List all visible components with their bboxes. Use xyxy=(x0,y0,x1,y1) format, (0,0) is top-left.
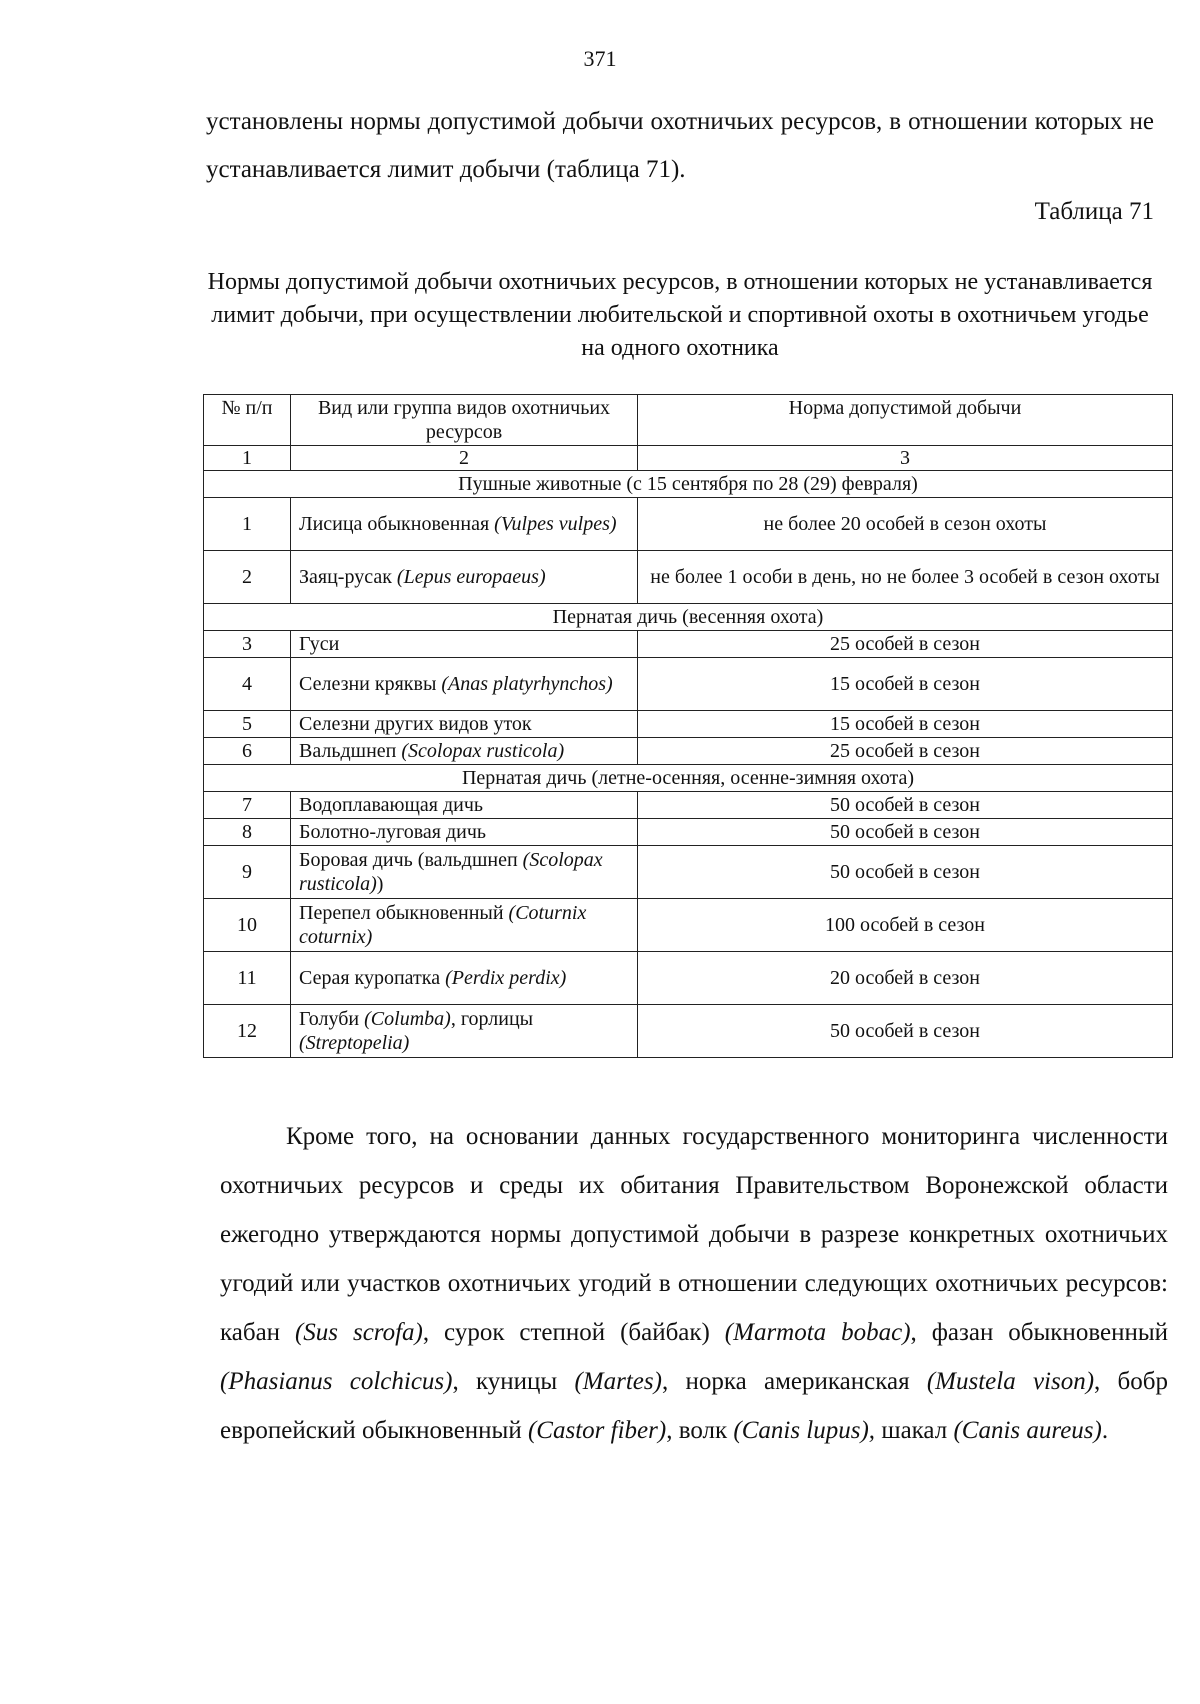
intro-paragraph: установлены нормы допустимой добычи охотничьих ресурсов, в отношении которых не устанавливается лимит добычи (таблица 71). xyxy=(206,108,1154,183)
header-species: Вид или группа видов охотничьих ресурсов xyxy=(291,395,638,446)
species-cell xyxy=(291,819,638,846)
column-number: 2 xyxy=(291,446,638,471)
species-cell xyxy=(291,1005,638,1058)
table-row xyxy=(204,631,1173,658)
species-name: Серая куропатка xyxy=(299,967,441,989)
row-number: 12 xyxy=(204,1005,291,1058)
row-number: 9 xyxy=(204,846,291,899)
species-cell xyxy=(291,711,638,738)
latin-name: (Canis aureus) xyxy=(953,1417,1102,1444)
section-row xyxy=(204,604,1173,631)
column-number-row xyxy=(204,446,1173,471)
table-row xyxy=(204,846,1173,899)
row-number: 8 xyxy=(204,819,291,846)
paragraph-text: , норка американская xyxy=(661,1368,927,1395)
latin-name: (Scolopax rusticola) xyxy=(299,849,603,895)
row-number: 5 xyxy=(204,711,291,738)
species-cell xyxy=(291,738,638,765)
latin-name: (Perdix perdix) xyxy=(445,967,567,989)
table-row xyxy=(204,1005,1173,1058)
species-name: Вальдшнеп xyxy=(299,740,397,762)
species-name: Боровая дичь (вальдшнеп xyxy=(299,849,518,871)
row-number: 7 xyxy=(204,792,291,819)
species-name: , горлицы xyxy=(450,1008,534,1030)
section-title: Пернатая дичь (летне-осенняя, осенне-зимняя охота) xyxy=(204,765,1173,792)
paragraph-text: Кроме того, на основании данных государственного мониторинга численности охотничьих ресурсов и среды их обитания Правительством Воронежской области ежегодно утверждаются нормы допустимой добычи в разрезе конкретных охотничьих угодий или участков охотничьих угодий в отношении следующих охотничьих ресурсов: кабан xyxy=(220,1123,1168,1346)
table-header-row xyxy=(204,395,1173,446)
latin-name: (Marmota bobac) xyxy=(724,1319,911,1346)
species-name: ) xyxy=(376,873,384,895)
table-label: Таблица 71 xyxy=(1034,198,1154,225)
paragraph-text: , фазан обыкновенный xyxy=(910,1319,1169,1346)
norm-cell: 50 особей в сезон xyxy=(638,819,1173,846)
latin-name: (Anas platyrhynchos) xyxy=(441,673,613,695)
table-row xyxy=(204,738,1173,765)
norm-cell: 50 особей в сезон xyxy=(638,792,1173,819)
bottom-paragraph xyxy=(220,1112,1168,1455)
norms-table xyxy=(203,394,1173,1058)
latin-name: (Vulpes vulpes) xyxy=(494,513,617,535)
latin-name: (Phasianus colchicus) xyxy=(220,1368,453,1395)
species-name: Заяц-русак xyxy=(299,566,392,588)
latin-name: (Columba) xyxy=(364,1008,451,1030)
norm-cell: 20 особей в сезон xyxy=(638,952,1173,1005)
species-name: Голуби xyxy=(299,1008,360,1030)
species-cell xyxy=(291,899,638,952)
species-cell xyxy=(291,498,638,551)
species-cell xyxy=(291,658,638,711)
table-row xyxy=(204,711,1173,738)
species-name: Гуси xyxy=(299,633,340,655)
row-number: 2 xyxy=(204,551,291,604)
latin-name: (Castor fiber) xyxy=(527,1417,667,1444)
table-row xyxy=(204,498,1173,551)
species-name: Лисица обыкновенная xyxy=(299,513,490,535)
norm-cell: 25 особей в сезон xyxy=(638,738,1173,765)
table-row xyxy=(204,551,1173,604)
norm-cell: не более 1 особи в день, но не более 3 особей в сезон охоты xyxy=(638,551,1173,604)
norm-cell: 50 особей в сезон xyxy=(638,1005,1173,1058)
table-row xyxy=(204,819,1173,846)
column-number: 1 xyxy=(204,446,291,471)
table-row xyxy=(204,792,1173,819)
latin-name: (Martes) xyxy=(574,1368,662,1395)
norm-cell: 15 особей в сезон xyxy=(638,658,1173,711)
species-name: Водоплавающая дичь xyxy=(299,794,484,816)
paragraph-text: . xyxy=(1101,1417,1109,1444)
table-row xyxy=(204,658,1173,711)
latin-name: (Streptopelia) xyxy=(299,1032,410,1054)
norm-cell: 25 особей в сезон xyxy=(638,631,1173,658)
norm-cell: 100 особей в сезон xyxy=(638,899,1173,952)
norm-cell: не более 20 особей в сезон охоты xyxy=(638,498,1173,551)
section-row xyxy=(204,765,1173,792)
header-norm: Норма допустимой добычи xyxy=(638,395,1173,446)
latin-name: (Scolopax rusticola) xyxy=(401,740,565,762)
row-number: 11 xyxy=(204,952,291,1005)
species-name: Перепел обыкновенный xyxy=(299,902,504,924)
column-number: 3 xyxy=(638,446,1173,471)
paragraph-text: , волк xyxy=(666,1417,734,1444)
latin-name: (Coturnix coturnix) xyxy=(299,902,587,948)
species-cell xyxy=(291,952,638,1005)
species-cell xyxy=(291,792,638,819)
latin-name: (Mustela vison) xyxy=(926,1368,1095,1395)
species-name: Селезни кряквы xyxy=(299,673,437,695)
paragraph-text: , бобр европейский обыкновенный xyxy=(220,1368,1168,1444)
species-name: Болотно-луговая дичь xyxy=(299,821,487,843)
section-title: Пернатая дичь (весенняя охота) xyxy=(204,604,1173,631)
species-cell xyxy=(291,846,638,899)
section-row xyxy=(204,471,1173,498)
row-number: 4 xyxy=(204,658,291,711)
species-cell xyxy=(291,631,638,658)
header-num: № п/п xyxy=(204,395,291,446)
table-row xyxy=(204,952,1173,1005)
norm-cell: 50 особей в сезон xyxy=(638,846,1173,899)
paragraph-text: , куницы xyxy=(452,1368,575,1395)
table-row xyxy=(204,899,1173,952)
table-title: Нормы допустимой добычи охотничьих ресурсов, в отношении которых не устанавливается лимит добычи, при осуществлении любительской и спортивной охоты в охотничьем угодье на одного охотника xyxy=(207,269,1153,361)
row-number: 6 xyxy=(204,738,291,765)
paragraph-text: , сурок степной (байбак) xyxy=(422,1319,725,1346)
latin-name: (Sus scrofa) xyxy=(294,1319,423,1346)
row-number: 1 xyxy=(204,498,291,551)
paragraph-text: шакал xyxy=(875,1417,954,1444)
row-number: 10 xyxy=(204,899,291,952)
row-number: 3 xyxy=(204,631,291,658)
latin-name: (Canis lupus), xyxy=(733,1417,876,1444)
norm-cell: 15 особей в сезон xyxy=(638,711,1173,738)
latin-name: (Lepus europaeus) xyxy=(396,566,546,588)
species-name: Селезни других видов уток xyxy=(299,713,532,735)
page-number: 371 xyxy=(583,46,617,71)
section-title: Пушные животные (с 15 сентября по 28 (29) февраля) xyxy=(204,471,1173,498)
species-cell xyxy=(291,551,638,604)
